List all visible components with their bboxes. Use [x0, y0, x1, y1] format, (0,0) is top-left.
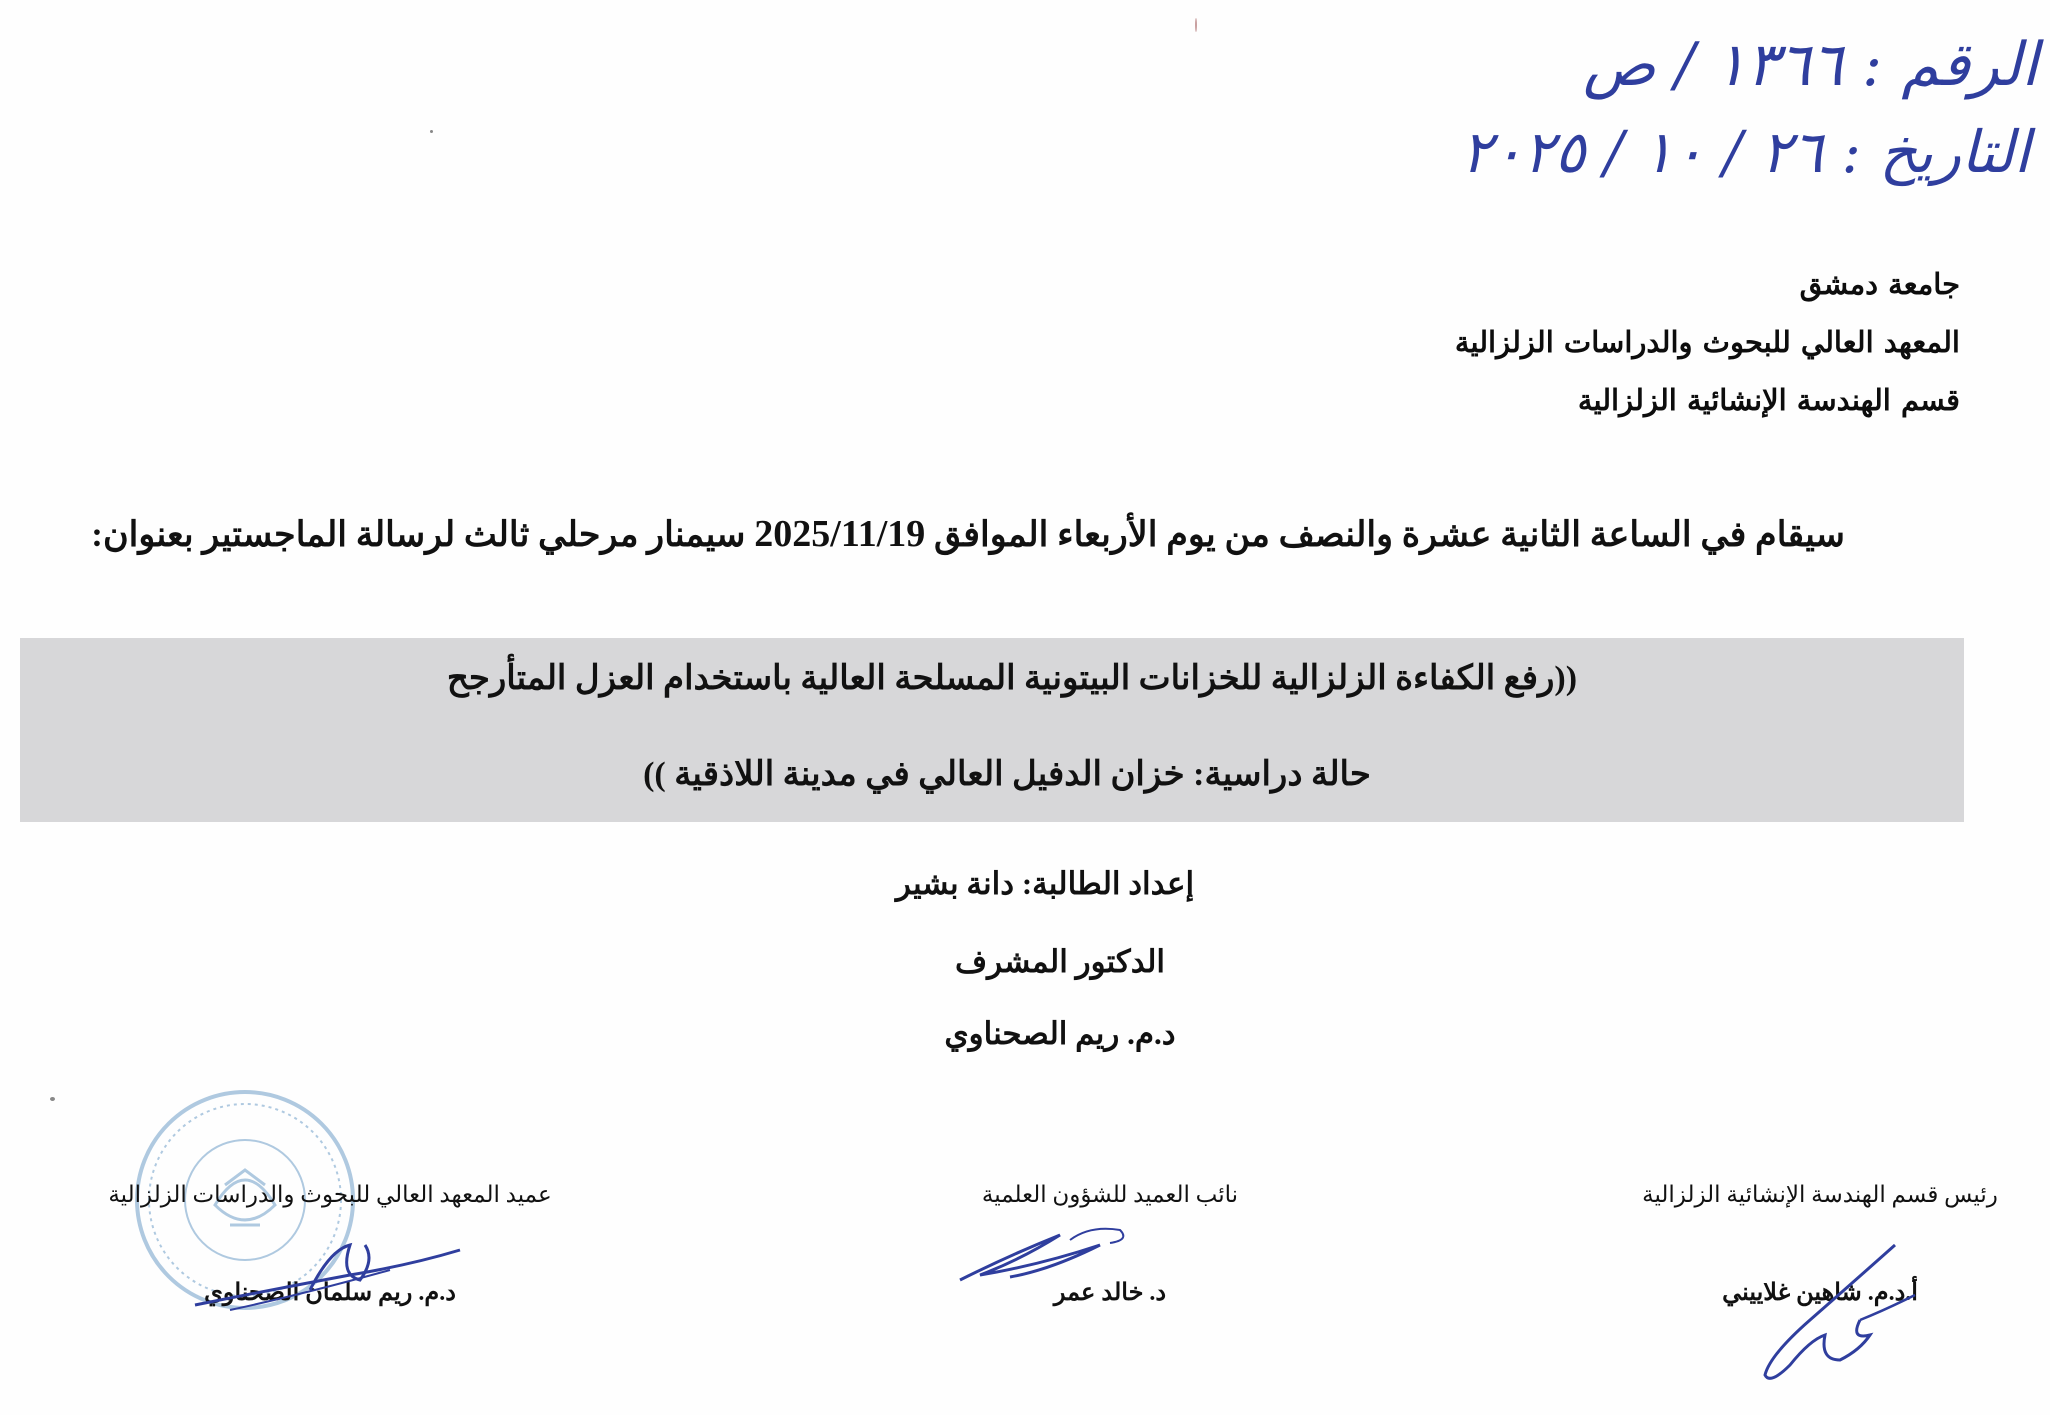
- signatory-vice-dean: [900, 1182, 1320, 1322]
- supervisor-name: د.م. ريم الصحناوي: [944, 1016, 1176, 1051]
- signatory-title: رئيس قسم الهندسة الإنشائية الزلزالية: [1642, 1182, 1998, 1207]
- thesis-title-line-1: ((رفع الكفاءة الزلزالية للخزانات البيتونية المسلحة العالية باستخدام العزل المتأرجح: [446, 660, 1578, 697]
- thesis-title-line-2: حالة دراسية: خزان الدفيل العالي في مدينة اللاذقية )): [643, 756, 1371, 793]
- signatory-department-head: [1610, 1182, 2030, 1322]
- institution-header: [1455, 255, 1960, 429]
- scan-speck: [50, 1097, 55, 1101]
- prepared-by: إعداد الطالبة: دانة بشير: [895, 866, 1195, 901]
- signatory-title: عميد المعهد العالي للبحوث والدراسات الزلزالية: [108, 1182, 552, 1207]
- institute-name: المعهد العالي للبحوث والدراسات الزلزالية: [1454, 325, 1960, 359]
- signatory-name: أ.د.م. شاهين غلاييني: [1722, 1280, 1918, 1306]
- supervisor-label: الدكتور المشرف: [954, 944, 1166, 979]
- announcement-text-before: سيقام في الساعة الثانية عشرة والنصف من يوم الأربعاء الموافق: [934, 515, 1845, 554]
- scan-speck: [430, 130, 433, 133]
- department-name: قسم الهندسة الإنشائية الزلزالية: [1577, 383, 1960, 417]
- handwritten-reference-number: الرقم : ١٣٦٦ / ص: [1583, 30, 2038, 100]
- university-name: جامعة دمشق: [1799, 267, 1960, 301]
- signatory-name: د. خالد عمر: [1053, 1280, 1167, 1306]
- signatory-name: د.م. ريم سلمان الصحناوي: [204, 1280, 456, 1306]
- thesis-title-band: [20, 638, 1964, 822]
- handwritten-date: التاريخ : ٢٦ / ١٠ / ٢٠٢٥: [1460, 118, 2030, 186]
- scan-speck: [1195, 18, 1197, 32]
- signatory-title: نائب العميد للشؤون العلمية: [981, 1182, 1239, 1207]
- seminar-announcement: [91, 512, 1845, 556]
- announcement-text-after: سيمنار مرحلي ثالث لرسالة الماجستير بعنوان:: [91, 515, 746, 554]
- signatory-dean: [70, 1182, 590, 1322]
- seminar-date: 2025/11/19: [754, 513, 926, 555]
